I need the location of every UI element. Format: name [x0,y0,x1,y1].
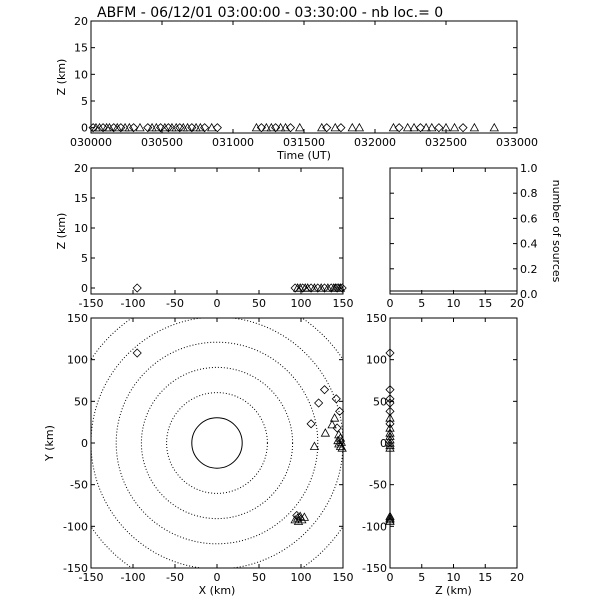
y-axis-label: Z (km) [55,58,68,96]
y-tick-label: 50 [373,395,387,409]
y-tick-label: 0.0 [520,288,538,301]
x-tick-label: 0 [386,571,394,584]
y-tick-label: 5 [81,252,88,265]
x-axis-label: Time (UT) [277,149,331,162]
y-tick-label: 0 [81,121,88,135]
y-tick-label: -150 [362,562,387,575]
y-tick-label: 150 [366,312,387,325]
y-tick-label: -50 [369,478,387,492]
x-tick-label: 0 [213,297,221,310]
x-tick-label: 031500 [283,136,325,149]
x-tick-label: 10 [446,297,461,310]
x-tick-label: 20 [510,297,524,310]
x-axis-label: Z (km) [435,584,472,597]
y-tick-label: -100 [63,520,88,534]
x-tick-label: 50 [252,297,266,310]
y-tick-label: 0.6 [520,212,538,226]
y-tick-label: 0 [81,437,88,450]
x-tick-label: 50 [252,571,266,584]
x-tick-label: 030000 [70,136,112,149]
y-tick-label: 5 [81,95,88,108]
y-axis-label: Z (km) [55,212,68,250]
x-tick-label: 15 [478,297,493,310]
y-tick-label: 20 [74,15,88,28]
y-tick-label: 10 [74,222,88,235]
x-tick-label: 5 [418,571,426,584]
x-tick-label: -100 [120,571,146,584]
y-tick-label: 150 [67,312,88,325]
x-tick-label: 032500 [425,136,467,149]
figure-title: ABFM - 06/12/01 03:00:00 - 03:30:00 - nb loc.= 0 [97,5,444,21]
x-tick-label: 10 [446,571,461,584]
x-tick-label: 150 [332,571,354,584]
y-tick-label: 15 [74,192,88,205]
x-tick-label: 033000 [496,136,538,149]
y-tick-label: 50 [74,395,88,409]
y-axis-label: Y (km) [43,425,56,461]
x-tick-label: -150 [78,297,104,310]
y-tick-label: 0.8 [520,187,538,201]
x-tick-label: 100 [290,297,312,310]
x-tick-label: -100 [120,297,146,310]
y-tick-label: 10 [74,68,88,82]
y-tick-label: -50 [70,478,88,492]
x-tick-label: 100 [290,571,312,584]
y-tick-label: 15 [74,41,88,55]
x-tick-label: 0 [386,297,394,310]
y-tick-label: 0.2 [520,262,538,276]
y-tick-label: 1.0 [520,162,538,175]
y-tick-label: 100 [366,353,387,367]
y-tick-label: 0 [380,437,387,450]
y-tick-label: -150 [63,562,88,575]
x-tick-label: 032000 [354,136,396,149]
x-tick-label: 20 [510,571,524,584]
y-tick-label: 20 [74,162,88,175]
x-tick-label: -150 [78,571,104,584]
y-tick-label: -100 [362,520,387,534]
x-tick-label: 031000 [212,136,254,149]
y-tick-label: 100 [67,353,88,367]
x-axis-label: X (km) [198,584,236,597]
x-tick-label: 0 [213,571,221,584]
x-tick-label: 030500 [141,136,183,149]
x-tick-label: 15 [478,571,493,584]
y-tick-label: 0 [81,282,88,295]
y-tick-label: 0.4 [520,237,538,251]
x-tick-label: 150 [332,297,354,310]
y-axis-label: number of sources [550,179,563,283]
x-tick-label: -50 [166,297,184,310]
x-tick-label: 5 [418,297,426,310]
x-tick-label: -50 [166,571,184,584]
